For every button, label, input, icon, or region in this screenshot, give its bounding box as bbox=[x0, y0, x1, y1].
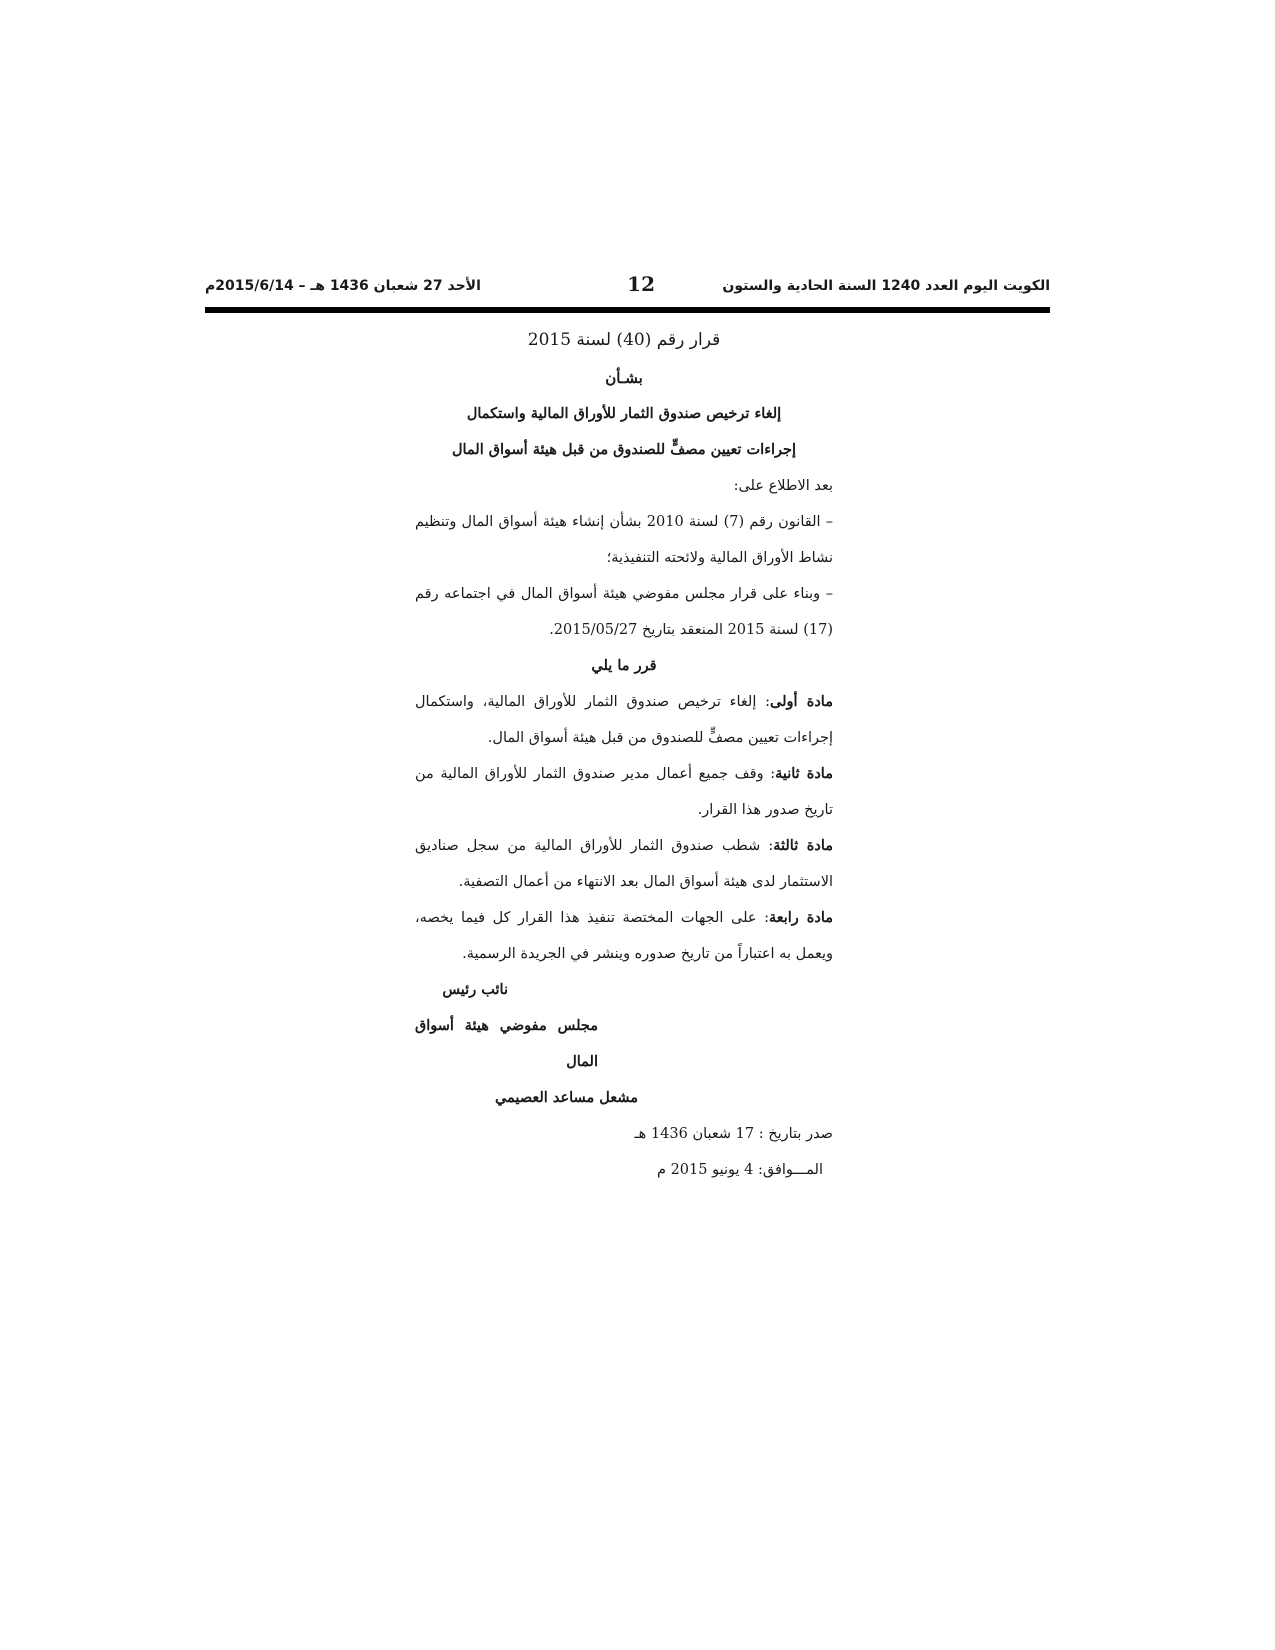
decided-heading: قرر ما يلي bbox=[591, 657, 657, 674]
header-rule bbox=[205, 307, 1050, 313]
decree-title: قرار رقم (40) لسنة 2015 bbox=[527, 330, 721, 350]
article-label: مادة ثالثة bbox=[773, 837, 834, 854]
article-label: مادة أولى bbox=[770, 693, 833, 710]
preamble-intro: بعد الاطلاع على: bbox=[733, 478, 833, 494]
article-text: : على الجهات المختصة تنفيذ هذا القرار كل فيما يخصه، ويعمل به اعتباراً من تاريخ صدوره وينشر في الجريدة الرسمية. bbox=[415, 910, 833, 962]
issued-date-gregorian: المـــوافق: 4 يونيو 2015 م bbox=[656, 1162, 823, 1178]
decree-subject-line-2: إجراءات تعيين مصفٍّ للصندوق من قبل هيئة أسواق المال bbox=[451, 441, 797, 458]
article-text: : شطب صندوق الثمار للأوراق المالية من سجل صناديق الاستثمار لدى هيئة أسواق المال بعد الانتهاء من أعمال التصفية. bbox=[415, 838, 833, 890]
page-header bbox=[205, 270, 1050, 304]
signatory-name: مشعل مساعد العصيمي bbox=[494, 1089, 638, 1106]
page-number: 12 bbox=[627, 272, 655, 296]
preamble-item-2: – وبناء على قرار مجلس مفوضي هيئة أسواق المال في اجتماعه رقم (17) لسنة 2015 المنعقد بتاريخ 2015/05/27. bbox=[415, 586, 833, 638]
article-text: : وقف جميع أعمال مدير صندوق الثمار للأوراق المالية من تاريخ صدور هذا القرار. bbox=[415, 766, 833, 818]
preamble-item-1: – القانون رقم (7) لسنة 2010 بشأن إنشاء هيئة أسواق المال وتنظيم نشاط الأوراق المالية ولائحته التنفيذية؛ bbox=[415, 514, 833, 566]
signatory-title-2: مجلس مفوضي هيئة أسواق المال bbox=[415, 1017, 598, 1070]
issued-date-hijri: صدر بتاريخ : 17 شعبان 1436 هـ bbox=[634, 1126, 833, 1142]
article-1 bbox=[415, 684, 833, 756]
decree-regarding: بشـأن bbox=[605, 369, 643, 387]
issue-info: الكويت اليوم العدد 1240 السنة الحادية والستون bbox=[722, 278, 1050, 294]
article-label: مادة رابعة bbox=[768, 909, 834, 926]
article-2 bbox=[415, 756, 833, 828]
decree-body bbox=[415, 320, 833, 1188]
article-3 bbox=[415, 828, 833, 900]
article-label: مادة ثانية bbox=[775, 765, 833, 782]
article-4 bbox=[415, 900, 833, 972]
header-date: الأحد 27 شعبان 1436 هـ – 2015/6/14م bbox=[205, 278, 481, 294]
article-text: : إلغاء ترخيص صندوق الثمار للأوراق المالية، واستكمال إجراءات تعيين مصفٍّ للصندوق من قبل هيئة أسواق المال. bbox=[415, 694, 833, 746]
decree-subject-line-1: إلغاء ترخيص صندوق الثمار للأوراق المالية واستكمال bbox=[466, 405, 782, 422]
signatory-title-1: نائب رئيس bbox=[442, 981, 508, 998]
